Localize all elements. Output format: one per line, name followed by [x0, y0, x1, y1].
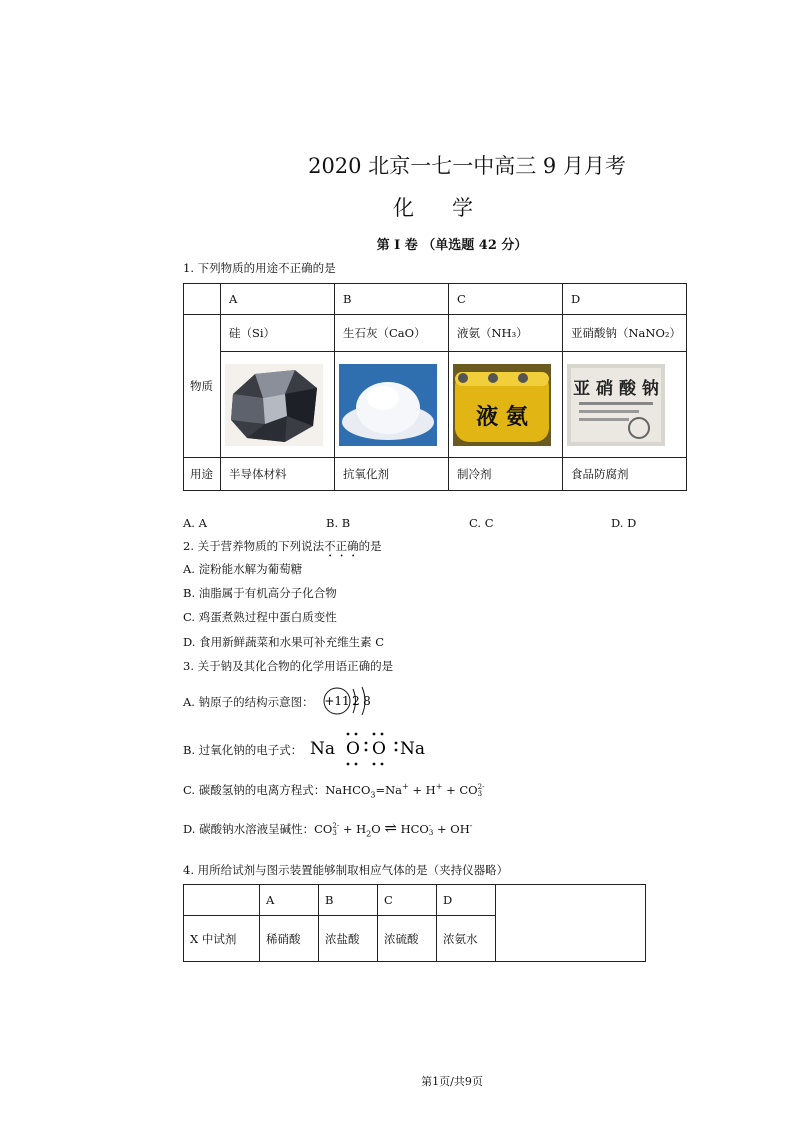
- q3-option-b[interactable]: B. 过氧化钠的电子式：: [183, 743, 303, 757]
- q4-reagent-d: 浓氨水: [437, 916, 496, 962]
- q1-use-c: 制冷剂: [449, 458, 563, 491]
- q1-substance-a: 硅（Si）: [221, 315, 335, 352]
- q1-stem: 1. 下列物质的用途不正确的是: [183, 261, 336, 275]
- q1-option-c[interactable]: C. C: [469, 516, 494, 530]
- bag-label: 亚 硝 酸 钠: [573, 378, 659, 399]
- q1-option-b[interactable]: B. B: [326, 516, 351, 530]
- q1-row-label-use: 用途: [184, 458, 221, 491]
- q3-option-d[interactable]: D. 碳酸钠水溶液呈碱性：CO 2- 3 + $H_2O$ ⇌ HCO - 3 + OH-: [183, 819, 473, 839]
- q1-option-a[interactable]: A. A: [183, 516, 207, 530]
- atom-nucleus-label: +11: [324, 694, 350, 708]
- tank-label: 液 氨: [476, 404, 528, 430]
- q2-option-c[interactable]: C. 鸡蛋煮熟过程中蛋白质变性: [183, 610, 337, 624]
- q4-row-label: X 中试剂: [184, 916, 260, 962]
- oxygen-1: O: [346, 739, 360, 759]
- q3-stem: 3. 关于钠及其化合物的化学用语正确的是: [183, 659, 394, 673]
- q4-header-d: D: [437, 885, 496, 916]
- q1-option-d[interactable]: D. D: [611, 516, 637, 530]
- q1-use-a: 半导体材料: [221, 458, 335, 491]
- q1-header-b: B: [335, 284, 449, 315]
- section-heading: 第 I 卷 （单选题 42 分）: [376, 238, 528, 253]
- q1-use-d: 食品防腐剂: [563, 458, 687, 491]
- white-powder-icon: [339, 364, 437, 446]
- q1-substance-b: 生石灰（CaO）: [335, 315, 449, 352]
- peroxide-electron-formula-icon: [308, 728, 428, 768]
- sodium-atom-diagram-icon: [320, 683, 380, 719]
- q4-apparatus-cell: [496, 885, 646, 962]
- na-left: Na: [310, 739, 336, 759]
- q4-stem: 4. 用所给试剂与图示装置能够制取相应气体的是（夹持仪器略）: [183, 863, 509, 877]
- atom-shell2: 8: [363, 694, 371, 708]
- na-right: Na: [400, 739, 426, 759]
- q2-stem: 2. 关于营养物质的下列说法不正确的是: [183, 539, 382, 553]
- page-footer: 第1页/共9页: [421, 1075, 483, 1088]
- page-title: 2020 北京一七一中高三 9 月月考: [308, 154, 626, 178]
- q2-option-b[interactable]: B. 油脂属于有机高分子化合物: [183, 586, 337, 600]
- q4-header-a: A: [260, 885, 319, 916]
- q2-emphasis: 不正确: [324, 539, 359, 553]
- q1-use-b: 抗氧化剂: [335, 458, 449, 491]
- equilibrium-arrow: ⇌: [384, 819, 397, 837]
- liquid-ammonia-tank-icon: [453, 364, 551, 446]
- q3-option-c[interactable]: C. 碳酸氢钠的电离方程式：NaHCO$_3$=Na+ + H+ + CO 2- 3: [183, 782, 485, 800]
- q1-header-d: D: [563, 284, 687, 315]
- atom-shell1: 2: [352, 694, 360, 708]
- oxygen-2: O: [372, 739, 386, 759]
- q4-header-c: C: [378, 885, 437, 916]
- q1-substance-c: 液氨（NH₃）: [449, 315, 563, 352]
- q2-option-d[interactable]: D. 食用新鲜蔬菜和水果可补充维生素 C: [183, 635, 385, 649]
- q4-reagent-c: 浓硫酸: [378, 916, 437, 962]
- q4-reagent-a: 稀硝酸: [260, 916, 319, 962]
- q1-table: [183, 283, 687, 491]
- q1-header-a: A: [221, 284, 335, 315]
- silicon-rock-icon: [225, 364, 323, 446]
- q4-header-b: B: [319, 885, 378, 916]
- q1-row-label-substance: 物质: [184, 315, 221, 458]
- q1-substance-d: 亚硝酸钠（NaNO₂）: [563, 315, 687, 352]
- q3-option-a[interactable]: A. 钠原子的结构示意图：: [183, 695, 314, 709]
- sodium-nitrite-bag-icon: [567, 364, 665, 446]
- subject-title: 化学: [393, 196, 511, 220]
- q4-table: [183, 884, 646, 962]
- q2-option-a[interactable]: A. 淀粉能水解为葡萄糖: [183, 562, 303, 576]
- q1-header-c: C: [449, 284, 563, 315]
- q4-reagent-b: 浓盐酸: [319, 916, 378, 962]
